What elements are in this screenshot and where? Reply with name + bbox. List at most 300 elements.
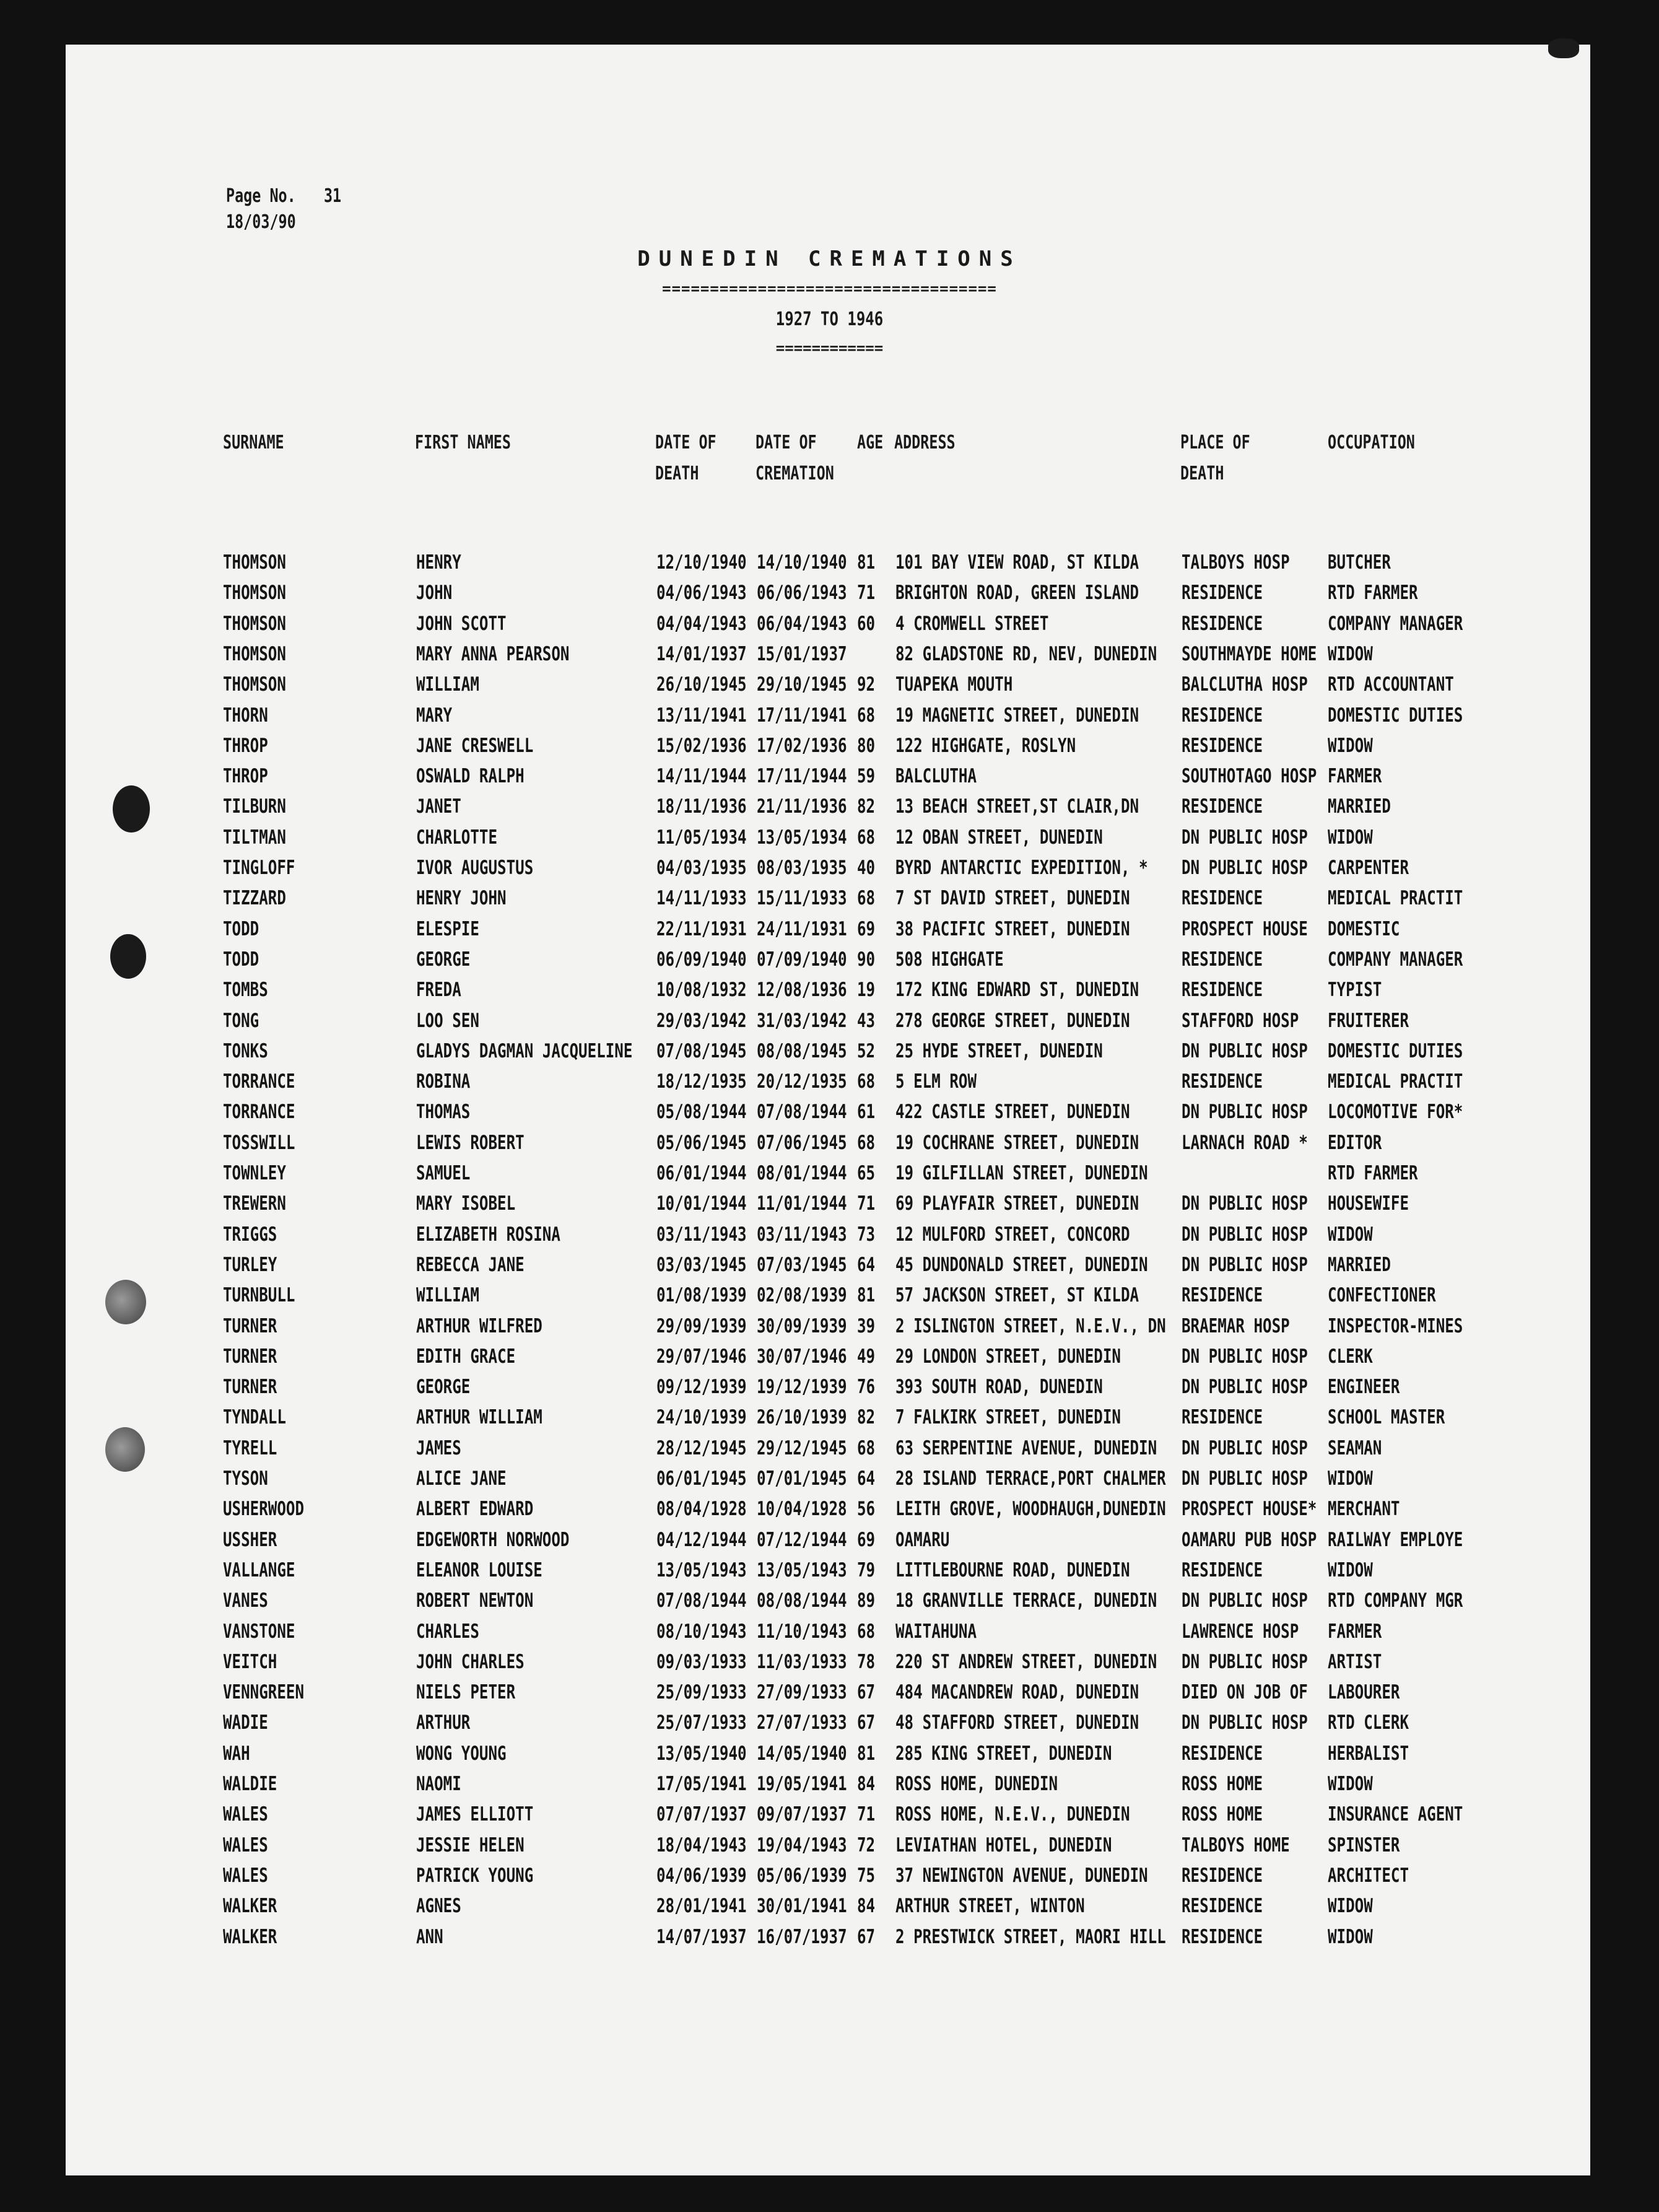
age-cell: 43 [857,1010,876,1032]
place-of-death-cell: RESIDENCE [1182,1406,1263,1428]
address-cell: 12 OBAN STREET, DUNEDIN [895,826,1103,849]
occupation-cell: DOMESTIC DUTIES [1328,1040,1463,1062]
place-of-death-cell: RESIDENCE [1182,1070,1263,1093]
date-of-death-cell: 18/04/1943 [656,1834,747,1856]
date-of-death-cell: 14/11/1933 [656,887,747,909]
date-of-death-cell: 15/02/1936 [656,735,747,757]
age-cell: 84 [857,1895,876,1917]
date-of-cremation-cell: 26/10/1939 [757,1406,847,1428]
table-row [0,1189,1659,1218]
occupation-cell: FARMER [1328,765,1382,787]
date-of-death-cell: 06/01/1944 [656,1162,747,1184]
age-cell: 67 [857,1681,876,1703]
occupation-cell: BUTCHER [1328,551,1391,574]
address-cell: 2 ISLINGTON STREET, N.E.V., DN [895,1315,1166,1337]
surname-cell: TYSON [223,1467,268,1490]
age-cell: 39 [857,1315,876,1337]
age-cell: 81 [857,1284,876,1306]
place-of-death-cell: DN PUBLIC HOSP [1182,857,1308,879]
date-of-death-cell: 06/09/1940 [656,948,747,971]
address-cell: 7 ST DAVID STREET, DUNEDIN [895,887,1130,909]
occupation-cell: ENGINEER [1328,1376,1400,1398]
date-of-death-cell: 25/07/1933 [656,1711,747,1734]
age-cell: 64 [857,1254,876,1276]
date-of-cremation-cell: 19/12/1939 [757,1376,847,1398]
date-of-death-cell: 18/12/1935 [656,1070,747,1093]
age-cell: 68 [857,887,876,909]
document-title: DUNEDIN CREMATIONS [637,247,1022,271]
occupation-cell: INSPECTOR-MINES [1328,1315,1463,1337]
first-names-cell: EDITH GRACE [416,1345,516,1368]
first-names-cell: JANE CRESWELL [416,735,534,757]
date-of-death-cell: 26/10/1945 [656,673,747,696]
first-names-cell: NAOMI [416,1773,461,1795]
date-of-death-cell: 07/07/1937 [656,1803,747,1825]
surname-cell: THOMSON [223,613,286,635]
place-of-death-cell: RESIDENCE [1182,979,1263,1001]
address-cell: 25 HYDE STREET, DUNEDIN [895,1040,1103,1062]
surname-cell: TILTMAN [223,826,286,849]
place-of-death-cell: RESIDENCE [1182,1895,1263,1917]
first-names-cell: MARY ISOBEL [416,1192,516,1215]
occupation-cell: DOMESTIC [1328,918,1400,940]
surname-cell: TORRANCE [223,1101,295,1123]
date-of-death-cell: 25/09/1933 [656,1681,747,1703]
occupation-cell: TYPIST [1328,979,1382,1001]
first-names-cell: ELEANOR LOUISE [416,1559,542,1581]
surname-cell: TYNDALL [223,1406,286,1428]
place-of-death-cell: DN PUBLIC HOSP [1182,1192,1308,1215]
occupation-cell: SCHOOL MASTER [1328,1406,1445,1428]
first-names-cell: ANN [416,1926,443,1948]
header-address: ADDRESS [894,432,956,453]
place-of-death-cell: RESIDENCE [1182,1864,1263,1887]
first-names-cell: WONG YOUNG [416,1742,507,1765]
occupation-cell: CONFECTIONER [1328,1284,1436,1306]
date-of-death-cell: 28/12/1945 [656,1437,747,1459]
surname-cell: TRIGGS [223,1223,277,1246]
age-cell: 73 [857,1223,876,1246]
surname-cell: WALDIE [223,1773,277,1795]
place-of-death-cell: RESIDENCE [1182,582,1263,604]
header-surname: SURNAME [223,432,284,453]
address-cell: BYRD ANTARCTIC EXPEDITION, * [895,857,1148,879]
table-row [0,578,1659,608]
date-of-death-cell: 04/12/1944 [656,1529,747,1551]
occupation-cell: MEDICAL PRACTIT [1328,887,1463,909]
place-of-death-cell: DN PUBLIC HOSP [1182,826,1308,849]
date-of-cremation-cell: 17/11/1941 [757,704,847,727]
age-cell: 61 [857,1101,876,1123]
date-of-cremation-cell: 10/04/1928 [757,1498,847,1520]
table-row [0,792,1659,821]
occupation-cell: ARTIST [1328,1651,1382,1673]
date-of-death-cell: 17/05/1941 [656,1773,747,1795]
place-of-death-cell: SOUTHOTAGO HOSP [1182,765,1317,787]
occupation-cell: FARMER [1328,1620,1382,1643]
first-names-cell: REBECCA JANE [416,1254,525,1276]
place-of-death-cell: SOUTHMAYDE HOME [1182,643,1317,665]
address-cell: 484 MACANDREW ROAD, DUNEDIN [895,1681,1139,1703]
age-cell: 90 [857,948,876,971]
occupation-cell: ARCHITECT [1328,1864,1409,1887]
place-of-death-cell: OAMARU PUB HOSP [1182,1529,1317,1551]
date-of-death-cell: 28/01/1941 [656,1895,747,1917]
corner-smudge [1548,38,1579,58]
age-cell: 79 [857,1559,876,1581]
place-of-death-cell: DN PUBLIC HOSP [1182,1376,1308,1398]
table-row [0,1525,1659,1555]
surname-cell: TURNER [223,1376,277,1398]
date-of-cremation-cell: 08/08/1944 [757,1589,847,1612]
surname-cell: WALES [223,1834,268,1856]
title-underline: =================================== [662,280,997,297]
place-of-death-cell: BRAEMAR HOSP [1182,1315,1290,1337]
address-cell: ROSS HOME, N.E.V., DUNEDIN [895,1803,1130,1825]
date-of-death-cell: 13/11/1941 [656,704,747,727]
date-of-cremation-cell: 03/11/1943 [757,1223,847,1246]
age-cell: 52 [857,1040,876,1062]
table-row [0,1402,1659,1432]
first-names-cell: CHARLOTTE [416,826,498,849]
address-cell: 57 JACKSON STREET, ST KILDA [895,1284,1139,1306]
address-cell: 122 HIGHGATE, ROSLYN [895,735,1076,757]
surname-cell: WAH [223,1742,250,1765]
occupation-cell: HERBALIST [1328,1742,1409,1765]
address-cell: TUAPEKA MOUTH [895,673,1013,696]
occupation-cell: RTD ACCOUNTANT [1328,673,1454,696]
address-cell: LITTLEBOURNE ROAD, DUNEDIN [895,1559,1130,1581]
header-date-of-death [655,427,716,489]
surname-cell: WALKER [223,1926,277,1948]
surname-cell: TILBURN [223,795,286,818]
table-row [0,823,1659,852]
place-of-death-cell: DN PUBLIC HOSP [1182,1651,1308,1673]
header-occupation: OCCUPATION [1328,432,1415,453]
first-names-cell: NIELS PETER [416,1681,516,1703]
place-of-death-cell: BALCLUTHA HOSP [1182,673,1308,696]
surname-cell: TYRELL [223,1437,277,1459]
surname-cell: TODD [223,948,259,971]
first-names-cell: ELESPIE [416,918,479,940]
date-of-cremation-cell: 07/06/1945 [757,1132,847,1154]
address-cell: 172 KING EDWARD ST, DUNEDIN [895,979,1139,1001]
date-of-cremation-cell: 16/07/1937 [757,1926,847,1948]
date-of-cremation-cell: 29/10/1945 [757,673,847,696]
date-of-death-cell: 04/06/1939 [656,1864,747,1887]
age-cell: 82 [857,795,876,818]
surname-cell: WALES [223,1864,268,1887]
date-of-cremation-cell: 14/05/1940 [757,1742,847,1765]
address-cell: 48 STAFFORD STREET, DUNEDIN [895,1711,1139,1734]
first-names-cell: OSWALD RALPH [416,765,525,787]
address-cell: 19 GILFILLAN STREET, DUNEDIN [895,1162,1148,1184]
date-of-cremation-cell: 30/07/1946 [757,1345,847,1368]
place-of-death-cell: DN PUBLIC HOSP [1182,1437,1308,1459]
date-of-cremation-cell: 29/12/1945 [757,1437,847,1459]
first-names-cell: ELIZABETH ROSINA [416,1223,560,1246]
age-cell: 67 [857,1711,876,1734]
address-cell: 422 CASTLE STREET, DUNEDIN [895,1101,1130,1123]
age-cell: 68 [857,704,876,727]
table-row [0,1250,1659,1280]
date-of-death-cell: 04/04/1943 [656,613,747,635]
header-date-of-death-line2: DEATH [655,463,699,484]
date-of-death-cell: 29/09/1939 [656,1315,747,1337]
first-names-cell: IVOR AUGUSTUS [416,857,534,879]
surname-cell: THORN [223,704,268,727]
place-of-death-cell: DN PUBLIC HOSP [1182,1711,1308,1734]
first-names-cell: MARY [416,704,453,727]
table-row [0,1372,1659,1402]
date-of-death-cell: 09/12/1939 [656,1376,747,1398]
date-of-death-cell: 14/11/1944 [656,765,747,787]
date-of-cremation-cell: 13/05/1943 [757,1559,847,1581]
age-cell: 60 [857,613,876,635]
date-of-death-cell: 07/08/1944 [656,1589,747,1612]
occupation-cell: MARRIED [1328,1254,1391,1276]
address-cell: 82 GLADSTONE RD, NEV, DUNEDIN [895,643,1157,665]
surname-cell: VANSTONE [223,1620,295,1643]
occupation-cell: RTD FARMER [1328,582,1418,604]
age-cell: 56 [857,1498,876,1520]
address-cell: 220 ST ANDREW STREET, DUNEDIN [895,1651,1157,1673]
age-cell: 82 [857,1406,876,1428]
date-of-cremation-cell: 15/01/1937 [757,643,847,665]
age-cell: 19 [857,979,876,1001]
surname-cell: THOMSON [223,643,286,665]
surname-cell: TORRANCE [223,1070,295,1093]
table-row [0,1433,1659,1463]
year-range: 1927 TO 1946 [775,308,884,330]
date-of-death-cell: 05/06/1945 [656,1132,747,1154]
date-of-cremation-cell: 08/03/1935 [757,857,847,879]
surname-cell: TURNER [223,1315,277,1337]
age-cell: 68 [857,1620,876,1643]
occupation-cell: INSURANCE AGENT [1328,1803,1463,1825]
age-cell: 68 [857,1132,876,1154]
table-row [0,701,1659,730]
surname-cell: VEITCH [223,1651,277,1673]
table-row [0,1647,1659,1677]
age-cell: 49 [857,1345,876,1368]
page-label: Page No. [226,185,296,207]
date-of-cremation-cell: 24/11/1931 [757,918,847,940]
date-of-cremation-cell: 27/07/1933 [757,1711,847,1734]
address-cell: ROSS HOME, DUNEDIN [895,1773,1058,1795]
address-cell: 37 NEWINGTON AVENUE, DUNEDIN [895,1864,1148,1887]
first-names-cell: ALICE JANE [416,1467,507,1490]
occupation-cell: RTD COMPANY MGR [1328,1589,1463,1612]
date-of-cremation-cell: 07/09/1940 [757,948,847,971]
date-of-death-cell: 29/03/1942 [656,1010,747,1032]
surname-cell: VENNGREEN [223,1681,305,1703]
place-of-death-cell: DN PUBLIC HOSP [1182,1040,1308,1062]
place-of-death-cell: ROSS HOME [1182,1803,1263,1825]
age-cell: 68 [857,1070,876,1093]
occupation-cell: FRUITERER [1328,1010,1409,1032]
table-row [0,548,1659,577]
table-row [0,1036,1659,1066]
date-of-death-cell: 14/07/1937 [656,1926,747,1948]
occupation-cell: WIDOW [1328,1895,1373,1917]
surname-cell: USSHER [223,1529,277,1551]
date-of-cremation-cell: 07/03/1945 [757,1254,847,1276]
surname-cell: THOMSON [223,551,286,574]
first-names-cell: LEWIS ROBERT [416,1132,525,1154]
surname-cell: VANES [223,1589,268,1612]
date-of-cremation-cell: 21/11/1936 [757,795,847,818]
address-cell: 38 PACIFIC STREET, DUNEDIN [895,918,1130,940]
place-of-death-cell: RESIDENCE [1182,887,1263,909]
first-names-cell: JOHN [416,582,453,604]
date-of-cremation-cell: 06/06/1943 [757,582,847,604]
table-row [0,1067,1659,1096]
occupation-cell: WIDOW [1328,643,1373,665]
age-cell: 71 [857,1192,876,1215]
age-cell: 78 [857,1651,876,1673]
address-cell: 12 MULFORD STREET, CONCORD [895,1223,1130,1246]
surname-cell: WALES [223,1803,268,1825]
age-cell: 80 [857,735,876,757]
first-names-cell: WILLIAM [416,1284,479,1306]
place-of-death-cell: RESIDENCE [1182,613,1263,635]
age-cell: 75 [857,1864,876,1887]
age-cell: 84 [857,1773,876,1795]
occupation-cell: WIDOW [1328,1926,1373,1948]
age-cell: 59 [857,765,876,787]
date-of-cremation-cell: 06/04/1943 [757,613,847,635]
address-cell: 63 SERPENTINE AVENUE, DUNEDIN [895,1437,1157,1459]
table-row [0,1464,1659,1493]
table-row [0,1158,1659,1188]
surname-cell: WALKER [223,1895,277,1917]
table-row [0,1342,1659,1371]
occupation-cell: MERCHANT [1328,1498,1400,1520]
place-of-death-cell: STAFFORD HOSP [1182,1010,1299,1032]
date-of-death-cell: 03/03/1945 [656,1254,747,1276]
table-row [0,1006,1659,1036]
table-row [0,1891,1659,1921]
date-of-death-cell: 03/11/1943 [656,1223,747,1246]
date-of-cremation-cell: 09/07/1937 [757,1803,847,1825]
table-row [0,1311,1659,1341]
first-names-cell: ALBERT EDWARD [416,1498,534,1520]
occupation-cell: MEDICAL PRACTIT [1328,1070,1463,1093]
age-cell: 68 [857,1437,876,1459]
date-of-cremation-cell: 08/01/1944 [757,1162,847,1184]
header-age: AGE [857,432,884,453]
first-names-cell: JANET [416,795,461,818]
surname-cell: TIZZARD [223,887,286,909]
table-row [0,761,1659,791]
address-cell: 278 GEORGE STREET, DUNEDIN [895,1010,1130,1032]
table-row [0,1280,1659,1310]
age-cell: 71 [857,582,876,604]
surname-cell: TOWNLEY [223,1162,286,1184]
table-row [0,1708,1659,1738]
first-names-cell: JOHN CHARLES [416,1651,525,1673]
surname-cell: TONG [223,1010,259,1032]
date-of-cremation-cell: 05/06/1939 [757,1864,847,1887]
date-of-death-cell: 22/11/1931 [656,918,747,940]
first-names-cell: ROBINA [416,1070,471,1093]
place-of-death-cell: RESIDENCE [1182,1559,1263,1581]
table-row [0,1494,1659,1524]
age-cell: 64 [857,1467,876,1490]
surname-cell: TOSSWILL [223,1132,295,1154]
age-cell: 81 [857,551,876,574]
occupation-cell: RTD CLERK [1328,1711,1409,1734]
surname-cell: THOMSON [223,582,286,604]
date-of-death-cell: 09/03/1933 [656,1651,747,1673]
surname-cell: TOMBS [223,979,268,1001]
header-first-names: FIRST NAMES [415,432,511,453]
first-names-cell: MARY ANNA PEARSON [416,643,570,665]
header-date-of-cremation-line1: DATE OF [755,432,817,453]
header-date-of-cremation [755,427,834,489]
date-of-cremation-cell: 07/08/1944 [757,1101,847,1123]
place-of-death-cell: DN PUBLIC HOSP [1182,1254,1308,1276]
first-names-cell: ARTHUR WILFRED [416,1315,542,1337]
occupation-cell: COMPANY MANAGER [1328,948,1463,971]
address-cell: 29 LONDON STREET, DUNEDIN [895,1345,1121,1368]
table-row [0,670,1659,699]
age-cell: 69 [857,1529,876,1551]
place-of-death-cell: DN PUBLIC HOSP [1182,1589,1308,1612]
date-of-cremation-cell: 02/08/1939 [757,1284,847,1306]
occupation-cell: EDITOR [1328,1132,1382,1154]
first-names-cell: FREDA [416,979,461,1001]
first-names-cell: THOMAS [416,1101,471,1123]
first-names-cell: JESSIE HELEN [416,1834,525,1856]
occupation-cell: MARRIED [1328,795,1391,818]
date-of-death-cell: 12/10/1940 [656,551,747,574]
surname-cell: TURNER [223,1345,277,1368]
date-of-cremation-cell: 07/12/1944 [757,1529,847,1551]
first-names-cell: LOO SEN [416,1010,479,1032]
age-cell: 65 [857,1162,876,1184]
table-row [0,1861,1659,1891]
address-cell: 45 DUNDONALD STREET, DUNEDIN [895,1254,1148,1276]
place-of-death-cell: DN PUBLIC HOSP [1182,1223,1308,1246]
date-of-cremation-cell: 30/09/1939 [757,1315,847,1337]
year-underline: ============ [775,339,884,357]
place-of-death-cell: LAWRENCE HOSP [1182,1620,1299,1643]
first-names-cell: JOHN SCOTT [416,613,507,635]
date-of-death-cell: 08/10/1943 [656,1620,747,1643]
table-row [0,1097,1659,1127]
address-cell: 285 KING STREET, DUNEDIN [895,1742,1112,1765]
first-names-cell: GEORGE [416,948,471,971]
place-of-death-cell: TALBOYS HOSP [1182,551,1290,574]
occupation-cell: WIDOW [1328,1559,1373,1581]
occupation-cell: RAILWAY EMPLOYE [1328,1529,1463,1551]
table-row [0,1677,1659,1707]
table-row [0,883,1659,913]
table-row [0,945,1659,974]
date-of-cremation-cell: 13/05/1934 [757,826,847,849]
place-of-death-cell: RESIDENCE [1182,1742,1263,1765]
first-names-cell: GLADYS DAGMAN JACQUELINE [416,1040,633,1062]
occupation-cell: SEAMAN [1328,1437,1382,1459]
date-of-cremation-cell: 15/11/1933 [757,887,847,909]
date-of-cremation-cell: 11/01/1944 [757,1192,847,1215]
table-row [0,731,1659,761]
occupation-cell: CARPENTER [1328,857,1409,879]
date-of-cremation-cell: 17/11/1944 [757,765,847,787]
place-of-death-cell: RESIDENCE [1182,948,1263,971]
